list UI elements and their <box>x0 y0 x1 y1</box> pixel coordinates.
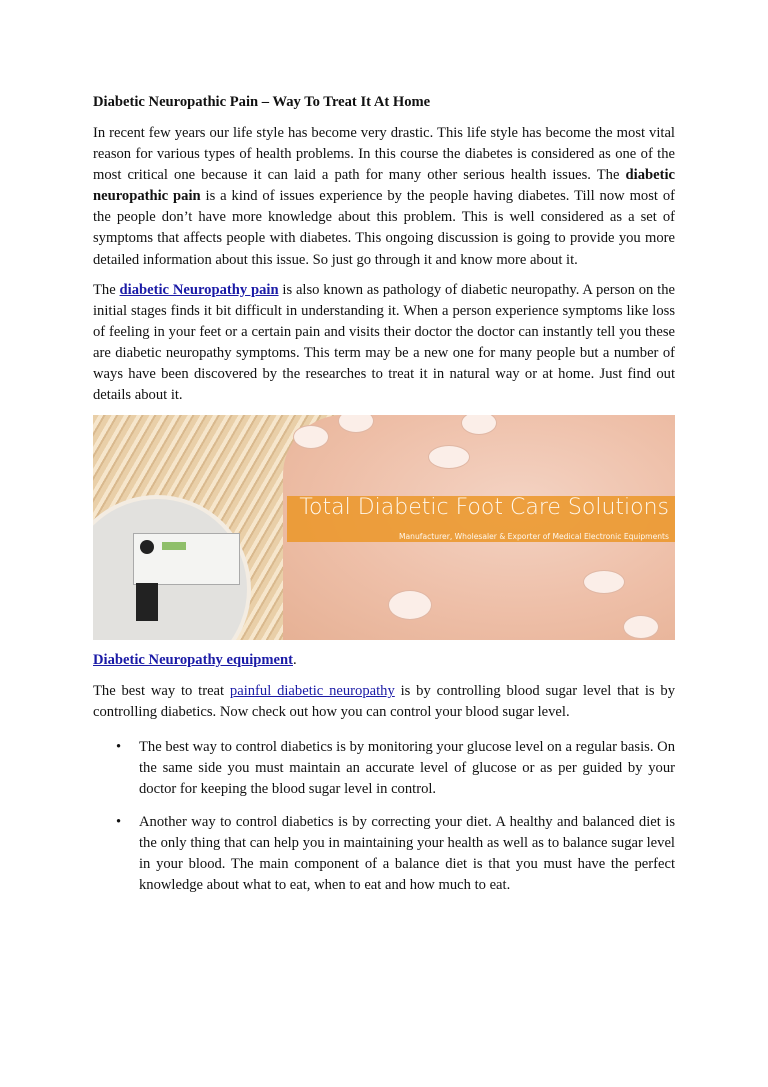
list-item-text: The best way to control diabetics is by monitoring your glucose level on a regular basis. On the same side you must maintain an accurate level of glucose or as per guided by your doctor for keeping the blood sugar level in control. <box>139 738 675 797</box>
text: . <box>293 652 297 669</box>
text: is a kind of issues experience by the people having diabetes. Till now most of the people don’t have more knowledge about this problem. This is well considered as a set of symptoms that affects people with diabetes. This ongoing discussion is going to provide you more detailed information about this issue. So just go through it and know more about it. <box>93 188 676 268</box>
second-paragraph <box>93 280 675 407</box>
text: In recent few years our life style has become very drastic. This life style has become the most vital reason for various types of health problems. In this course the diabetes is considered as one of the most critical one because it can laid a path for many other serious health issues. The <box>93 125 675 184</box>
list-item <box>93 812 675 896</box>
document-page <box>93 92 675 908</box>
text: is by controlling blood sugar level that is by controlling diabetics. Now check out how you can control your blood sugar level. <box>93 683 675 721</box>
diabetic-neuropathy-equipment-link[interactable]: Diabetic Neuropathy equipment <box>93 652 293 669</box>
text: The <box>93 281 120 298</box>
document-title: Diabetic Neuropathic Pain – Way To Treat It At Home <box>93 94 431 110</box>
text: The best way to treat <box>93 683 230 700</box>
diabetic-neuropathy-pain-link[interactable]: diabetic Neuropathy pain <box>119 281 279 298</box>
remote-illustration <box>136 583 158 621</box>
painful-diabetic-neuropathy-link[interactable]: painful diabetic neuropathy <box>229 683 395 700</box>
banner-subtitle: Manufacturer, Wholesaler & Exporter of Medical Electronic Equipments <box>398 532 669 542</box>
foot-care-banner-image <box>93 415 675 640</box>
intro-paragraph <box>93 123 675 271</box>
list-item-text: Another way to control diabetics is by correcting your diet. A healthy and balanced diet is the only thing that can help you in maintaining your health as well as to balance sugar level in your blood. The main component of a balance diet is that you must have the perfect knowledge about what to eat, when to eat and how much to eat. <box>139 813 675 894</box>
text: is also known as pathology of diabetic neuropathy. A person on the initial stages finds it bit difficult in understanding it. When a person experience symptoms like loss of feeling in your feet or a certain pain and visits their doctor the doctor can instantly tell you these are diabetic neuropathy symptoms. This term may be a new one for many people but a number of ways have been discovered by the researches to treat it in natural way or at home. Just find out details about it. <box>93 281 675 404</box>
bold-term: diabetic neuropathic pain <box>93 167 675 205</box>
banner-title: Total Diabetic Foot Care Solutions <box>299 495 669 521</box>
third-paragraph <box>93 681 675 723</box>
bullet-icon: • <box>116 813 122 830</box>
image-caption <box>93 650 675 671</box>
tips-list <box>93 737 675 897</box>
banner-overlay <box>287 496 675 542</box>
bullet-icon: • <box>116 738 122 755</box>
medical-device-illustration <box>133 533 240 585</box>
list-item <box>93 737 675 800</box>
